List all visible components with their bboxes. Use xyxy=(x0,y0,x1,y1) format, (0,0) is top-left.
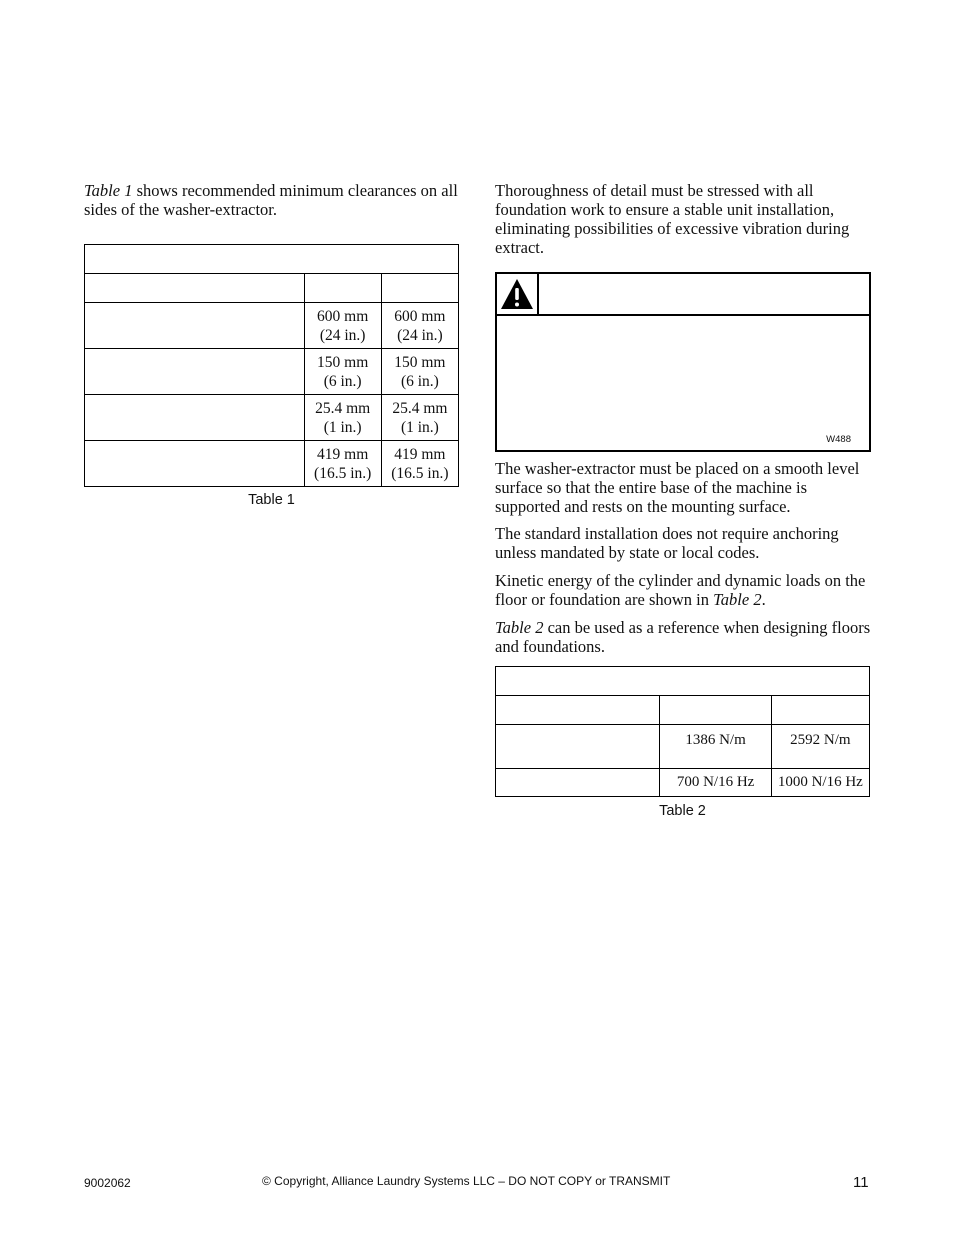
table-row xyxy=(496,725,870,769)
table-1-header-col-1 xyxy=(304,274,381,303)
table-row xyxy=(85,303,459,349)
reference-paragraph: Table 2 can be used as a reference when designing floors and foundations. xyxy=(495,618,871,656)
table-2-title xyxy=(496,667,870,696)
warning-icon-cell xyxy=(497,274,539,314)
table-row xyxy=(85,349,459,395)
table-1 xyxy=(84,244,459,487)
intro-paragraph xyxy=(84,181,464,219)
warning-box xyxy=(495,272,871,452)
document-number: 9002062 xyxy=(84,1176,131,1190)
table-2-header-label xyxy=(496,696,660,725)
table-cell: 600 mm (24 in.) xyxy=(381,303,458,349)
table-2-header-col-1 xyxy=(660,696,771,725)
table-row xyxy=(85,441,459,487)
warning-triangle-icon xyxy=(498,276,536,312)
table-2 xyxy=(495,666,870,797)
table-row xyxy=(496,769,870,797)
table-cell: 25.4 mm (1 in.) xyxy=(381,395,458,441)
anchoring-paragraph: The standard installation does not require anchoring unless mandated by state or local codes. xyxy=(495,524,839,562)
table-cell: 1386 N/m xyxy=(660,725,771,769)
table-cell: 150 mm (6 in.) xyxy=(381,349,458,395)
table-1-title xyxy=(85,245,459,274)
table-cell: 2592 N/m xyxy=(771,725,869,769)
table-1-row-label xyxy=(85,441,305,487)
table-cell: 419 mm (16.5 in.) xyxy=(304,441,381,487)
table-1-reference: Table 1 xyxy=(84,181,133,200)
table-1-header-col-2 xyxy=(381,274,458,303)
table-cell: 150 mm (6 in.) xyxy=(304,349,381,395)
table-1-header-label xyxy=(85,274,305,303)
foundation-paragraph: Thoroughness of detail must be stressed with all foundation work to ensure a stable unit installation, eliminating possibilities of excessive vibration during extract. xyxy=(495,181,850,257)
warning-body xyxy=(497,316,869,332)
table-cell: 25.4 mm (1 in.) xyxy=(304,395,381,441)
kinetic-energy-paragraph: Kinetic energy of the cylinder and dynamic loads on the floor or foundation are shown in Table 2. xyxy=(495,571,866,609)
table-1-row-label xyxy=(85,303,305,349)
table-2-row-label xyxy=(496,725,660,769)
copyright-notice: © Copyright, Alliance Laundry Systems LLC – DO NOT COPY or TRANSMIT xyxy=(262,1174,671,1188)
table-1-row-label xyxy=(85,395,305,441)
table-cell: 700 N/16 Hz xyxy=(660,769,771,797)
page-number: 11 xyxy=(853,1174,869,1191)
table-2-caption: Table 2 xyxy=(659,803,706,819)
table-row xyxy=(85,395,459,441)
table-2-reference: Table 2 xyxy=(495,618,544,637)
table-1-row-label xyxy=(85,349,305,395)
table-cell: 600 mm (24 in.) xyxy=(304,303,381,349)
table-cell: 1000 N/16 Hz xyxy=(771,769,869,797)
table-2-header-col-2 xyxy=(771,696,869,725)
table-cell: 419 mm (16.5 in.) xyxy=(381,441,458,487)
warning-code: W488 xyxy=(826,434,851,445)
table-2-reference: Table 2 xyxy=(713,590,762,609)
table-2-row-label xyxy=(496,769,660,797)
warning-header xyxy=(497,274,869,316)
level-surface-paragraph: The washer-extractor must be placed on a smooth level surface so that the entire base of the machine is supported and rests on the mounting surface. xyxy=(495,459,860,516)
intro-text: shows recommended minimum clearances on all sides of the washer-extractor. xyxy=(84,181,458,219)
table-1-caption: Table 1 xyxy=(248,492,295,508)
